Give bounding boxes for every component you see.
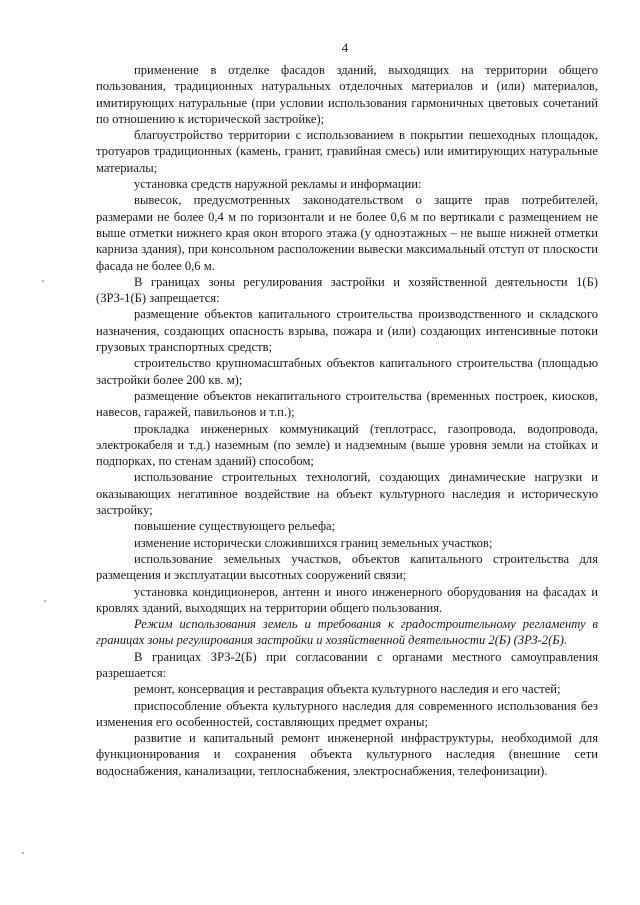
scan-speck [22, 852, 24, 854]
scan-speck [44, 600, 46, 602]
paragraph: использование земельных участков, объектов капитального строительства для размещения и эксплуатации высотных сооружений связи; [96, 551, 598, 583]
paragraph: размещение объектов некапитального строительства (временных построек, киосков, навесов, гаражей, павильонов и т.п.); [96, 388, 598, 420]
paragraph: В границах зоны регулирования застройки и хозяйственной деятельности 1(Б) (ЗРЗ-1(Б) запрещается: [96, 274, 598, 306]
paragraph: ремонт, консервация и реставрация объекта культурного наследия и его частей; [134, 682, 561, 697]
paragraph: приспособление объекта культурного наследия для современного использования без изменения его особенностей, составляющих предмет охраны; [96, 698, 598, 729]
document-body [96, 62, 598, 779]
paragraph: повышение существующего рельефа; [134, 519, 336, 534]
paragraph: установка средств наружной рекламы и информации: [134, 177, 422, 192]
paragraph: использование строительных технологий, создающих динамические нагрузки и оказывающих негативное воздействие на объект культурного наследия и историческую застройку; [96, 470, 598, 518]
paragraph: развитие и капитальный ремонт инженерной инфраструктуры, необходимой для функционирования и сохранения объекта культурного наследия (внешние сети водоснабжения, канализации, теплоснабжения, электроснабжения, телефонизации). [96, 731, 598, 778]
paragraph: размещение объектов капитального строительства производственного и складского назначения, создающих опасность взрыва, пожара и (или) создающих интенсивные потоки грузовых транспортных средств; [96, 307, 598, 355]
paragraph: установка кондиционеров, антенн и иного инженерного оборудования на фасадах и кровлях зданий, выходящих на территории общего пользования. [96, 584, 598, 615]
paragraph: прокладка инженерных коммуникаций (теплотрасс, газопровода, водопровода, электрокабеля и т.д.) наземным (по земле) и надземным (выше уровня земли на стойках и подпорках, по стенам зданий) способом; [96, 421, 598, 469]
section-heading: Режим использования земель и требования к градостроительному регламенту в границах зоны регулирования застройки и хозяйственной деятельности 2(Б) (ЗРЗ-2(Б). [96, 617, 598, 648]
paragraph: применение в отделке фасадов зданий, выходящих на территории общего пользования, традиционных натуральных отделочных материалов и (или) материалов, имитирующих натуральные (при условии использования гармоничных цветовых сочетаний по отношению к исторической застройке); [96, 63, 598, 126]
paragraph: строительство крупномасштабных объектов капитального строительства (площадью застройки более 200 кв. м); [96, 356, 598, 387]
paragraph: В границах ЗРЗ-2(Б) при согласовании с органами местного самоуправления разрешается: [96, 649, 598, 680]
page-number: 4 [341, 40, 349, 55]
paragraph: изменение исторически сложившихся границ земельных участков; [134, 535, 493, 550]
paragraph: вывесок, предусмотренных законодательством о защите прав потребителей, размерами не более 0,4 м по горизонтали и не более 0,6 м по вертикали с размещением не выше отметки нижнего края окон второго этажа (у одноэтажных – не выше нижней отметки карниза здания), при консольном расположении вывески максимальный отступ от плоскости фасада не более 0,6 м. [96, 193, 598, 273]
scan-speck [42, 280, 44, 282]
paragraph: благоустройство территории с использованием в покрытии пешеходных площадок, тротуаров традиционных (камень, гранит, гравийная смесь) или имитирующих натуральные материалы; [96, 128, 598, 175]
